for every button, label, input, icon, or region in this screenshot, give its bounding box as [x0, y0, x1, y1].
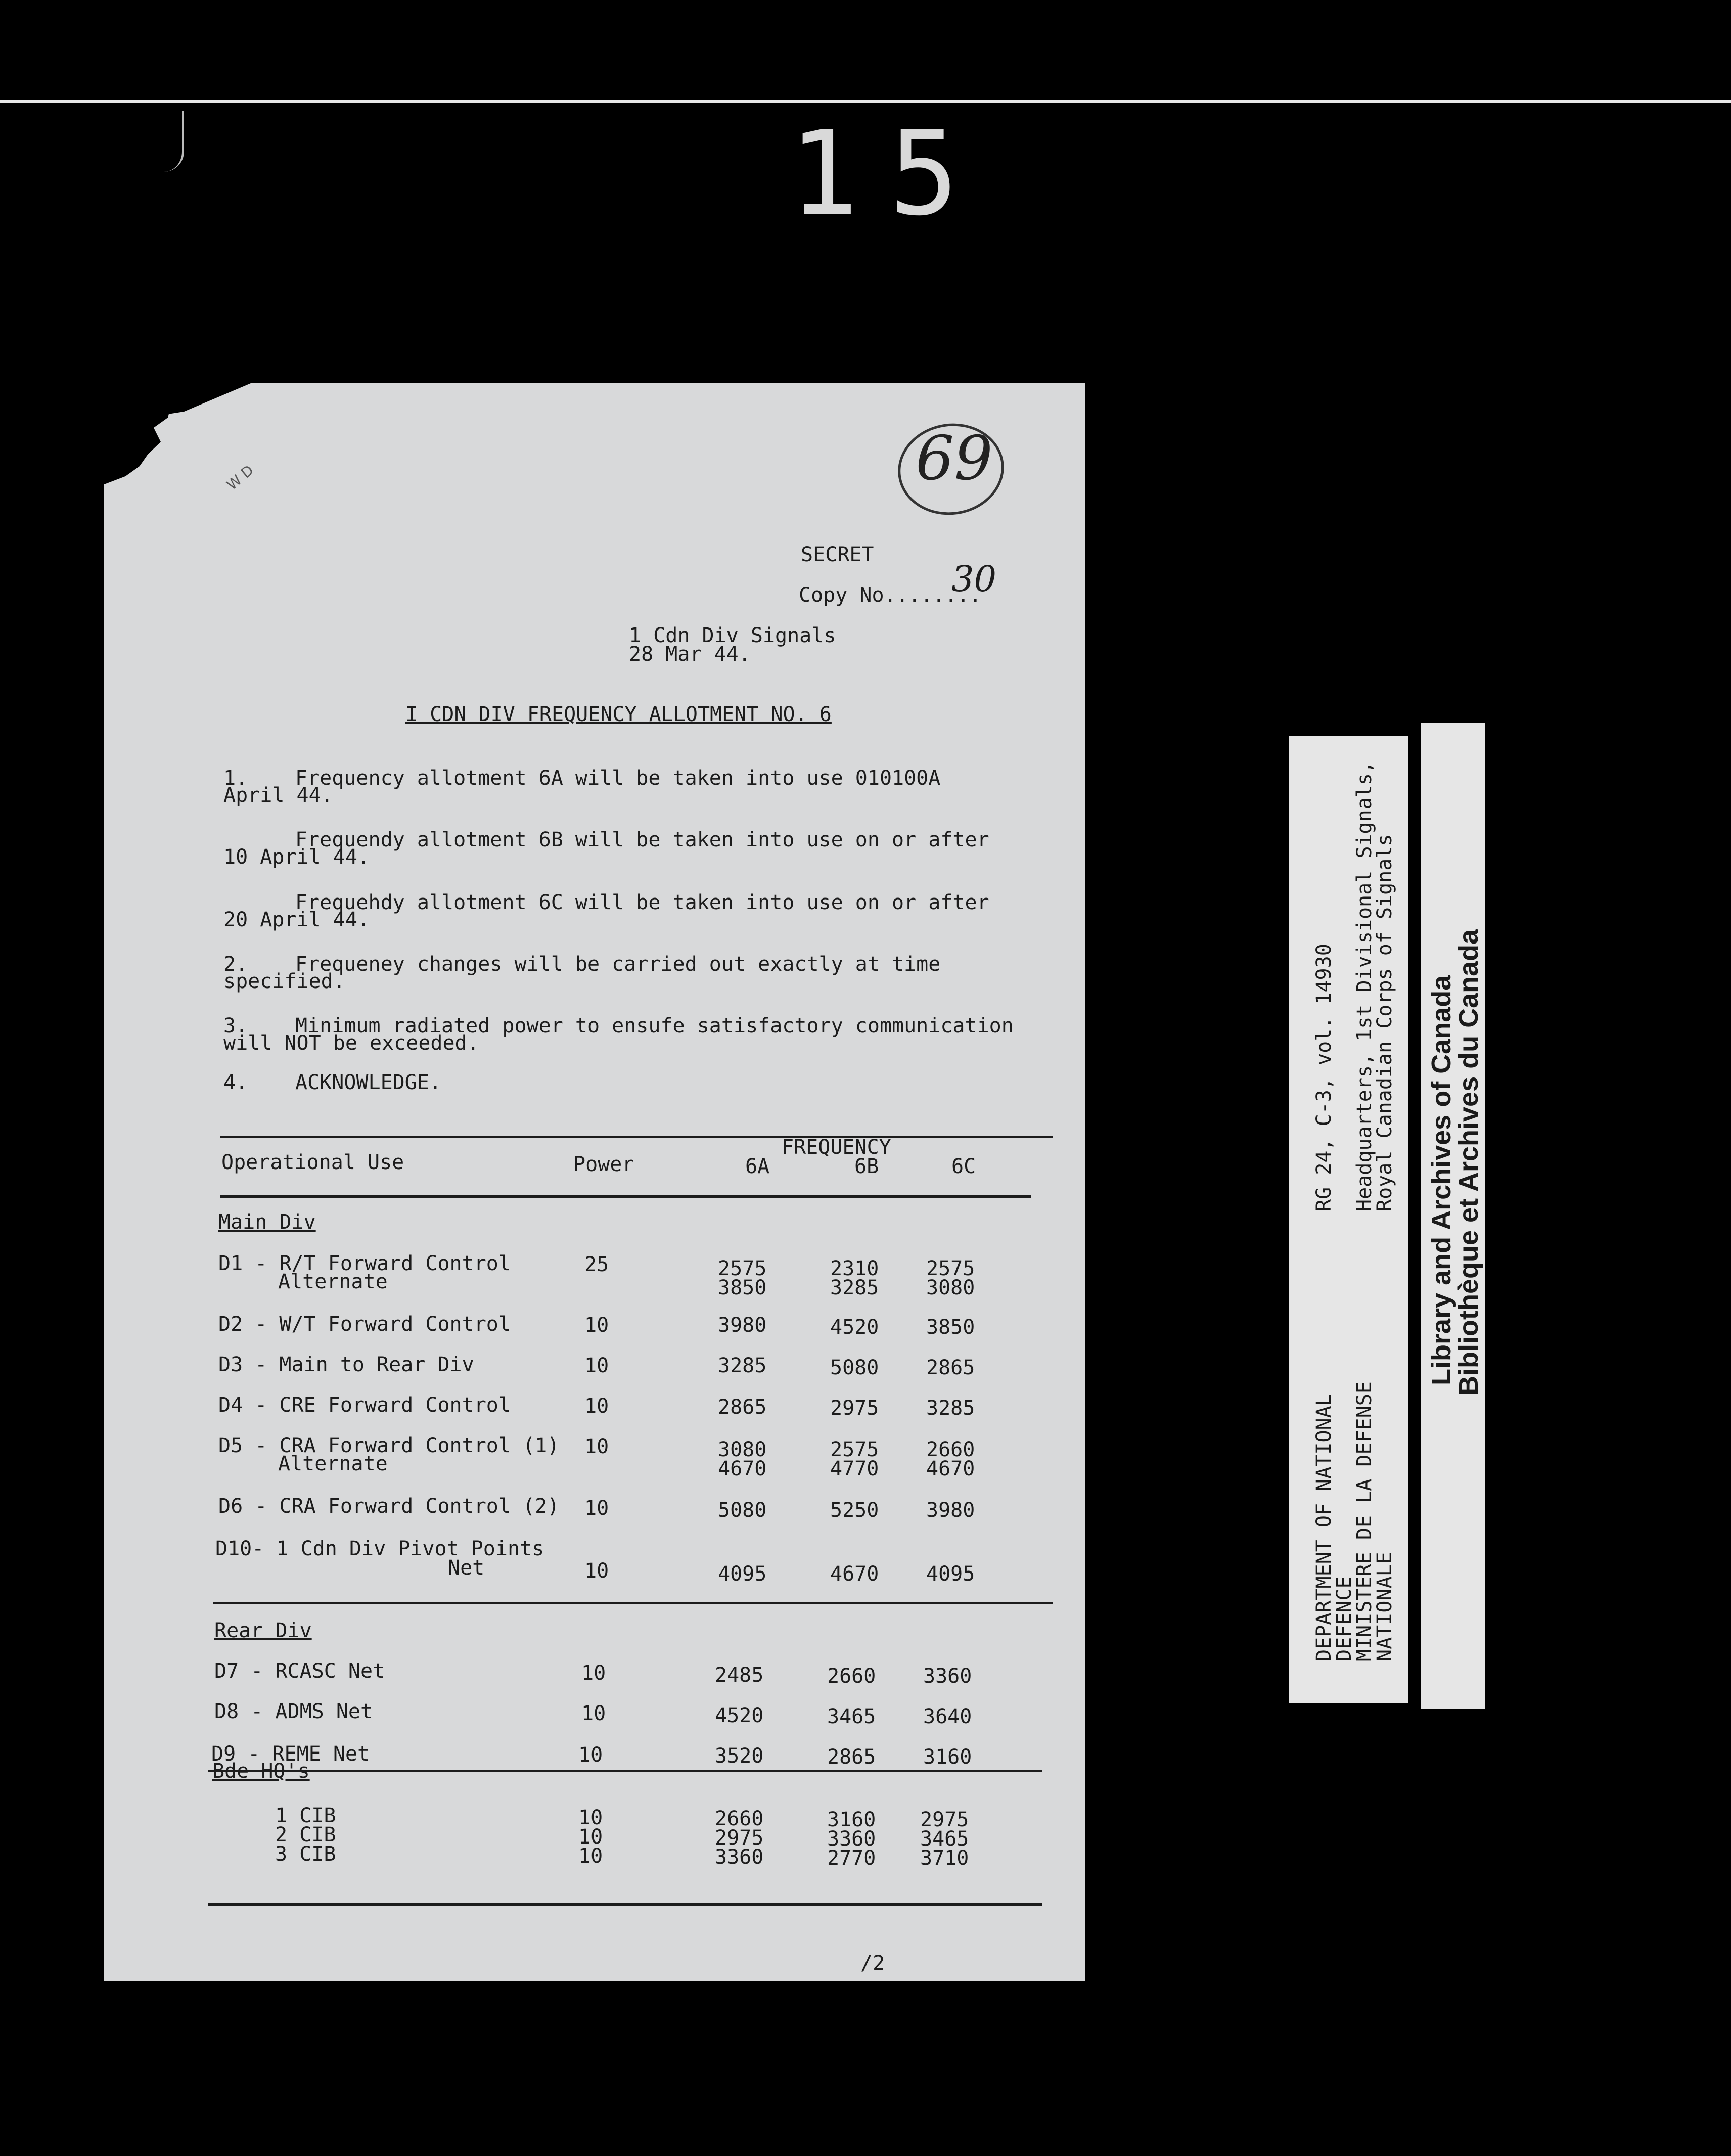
archive-label	[1289, 736, 1408, 1703]
row-d1-use2: Alternate	[278, 1270, 388, 1293]
row-d1-6a: 2575	[718, 1257, 767, 1280]
main-div-bottom-rule	[213, 1602, 1053, 1604]
row-d7-power: 10	[581, 1661, 606, 1685]
row-d2-use: D2 - W/T Forward Control	[218, 1313, 511, 1336]
row-d7-6b: 2660	[827, 1665, 876, 1688]
para-4-num: 4.	[223, 1071, 248, 1094]
col-header-use: Operational Use	[221, 1151, 404, 1174]
row-d6-power: 10	[584, 1497, 609, 1520]
row-d8-6a: 4520	[715, 1704, 764, 1727]
row-d9-power: 10	[578, 1743, 603, 1767]
row-d6-6a: 5080	[718, 1499, 767, 1522]
row-d1-6b-alt: 3285	[830, 1276, 879, 1299]
row-3cib-6c: 3710	[920, 1847, 969, 1870]
row-1cib-use: 1 CIB	[275, 1804, 336, 1827]
row-2cib-use: 2 CIB	[275, 1823, 336, 1847]
row-d4-6b: 2975	[830, 1397, 879, 1420]
lac-label-fr: Bibliothèque et Archives du Canada	[1453, 929, 1484, 1396]
row-d5-use2: Alternate	[278, 1452, 388, 1475]
para-1b-line1: Frequendy allotment 6B will be taken into use on or after	[295, 828, 989, 851]
row-d1-power: 25	[584, 1253, 609, 1276]
row-d1-6c: 2575	[926, 1257, 975, 1280]
row-d10-use2: Net	[448, 1556, 485, 1580]
row-d10-6a: 4095	[718, 1562, 767, 1586]
row-d1-use: D1 - R/T Forward Control	[218, 1252, 511, 1275]
table-bottom-rule	[208, 1903, 1042, 1906]
row-d10-6b: 4670	[830, 1562, 879, 1586]
para-4-line1: ACKNOWLEDGE.	[295, 1071, 441, 1094]
row-d9-6a: 3520	[715, 1744, 764, 1768]
row-d8-6b: 3465	[827, 1705, 876, 1728]
section-main-div: Main Div	[218, 1210, 316, 1234]
classification: SECRET	[801, 543, 874, 566]
para-1c-line2: 20 April 44.	[223, 908, 370, 931]
row-d2-power: 10	[584, 1314, 609, 1337]
row-d5-use: D5 - CRA Forward Control (1)	[218, 1434, 560, 1457]
from-unit: 1 Cdn Div Signals	[629, 624, 836, 647]
para-2-num: 2.	[223, 953, 248, 976]
para-3-num: 3.	[223, 1014, 248, 1038]
row-d5-power: 10	[584, 1435, 609, 1458]
row-2cib-6b: 3360	[827, 1827, 876, 1851]
row-d5-6b: 2575	[830, 1438, 879, 1461]
row-3cib-6b: 2770	[827, 1847, 876, 1870]
copy-number: 30	[951, 558, 997, 600]
row-d7-6c: 3360	[923, 1665, 972, 1688]
row-d9-6c: 3160	[923, 1745, 972, 1769]
row-d3-6c: 2865	[926, 1356, 975, 1379]
torn-corner-edge	[140, 383, 251, 419]
row-d1-6a-alt: 3850	[718, 1276, 767, 1299]
col-header-6b: 6B	[854, 1155, 879, 1178]
row-d3-6a: 3285	[718, 1354, 767, 1377]
section-bde-hqs: Bde HQ's	[212, 1760, 310, 1783]
row-d4-power: 10	[584, 1395, 609, 1418]
folio-number: 69	[916, 424, 993, 494]
row-d9-use: D9 - REME Net	[211, 1742, 370, 1766]
row-d3-6b: 5080	[830, 1356, 879, 1379]
document-page	[104, 383, 1085, 1981]
para-2-line2: specified.	[223, 970, 345, 993]
para-1b-line2: 10 April 44.	[223, 845, 370, 869]
archive-line-6: MINISTERE DE LA DEFENSE	[1353, 1381, 1376, 1661]
frame-number: 15	[789, 107, 989, 242]
header-bottom-rule	[220, 1195, 1031, 1198]
row-3cib-power: 10	[578, 1845, 603, 1868]
col-header-6a: 6A	[745, 1155, 770, 1178]
rear-div-bottom-rule	[208, 1770, 1042, 1772]
film-top-rule	[0, 100, 1731, 103]
col-header-power: Power	[573, 1153, 634, 1176]
table-top-rule	[220, 1136, 1053, 1138]
para-1c-line1: Frequehdy allotment 6C will be taken into use on or after	[295, 891, 989, 914]
row-d7-use: D7 - RCASC Net	[214, 1659, 385, 1683]
row-d4-6c: 3285	[926, 1397, 975, 1420]
frequency-header: FREQUENCY	[782, 1136, 891, 1159]
row-d4-6a: 2865	[718, 1396, 767, 1419]
page-continuation: /2	[860, 1952, 885, 1975]
archive-line-2: Headquarters, 1st Divisional Signals,	[1353, 760, 1376, 1211]
copy-label: Copy No........	[799, 583, 982, 607]
wd-mark: W D	[223, 462, 257, 493]
row-d3-use: D3 - Main to Rear Div	[218, 1353, 474, 1376]
row-d10-use: D10- 1 Cdn Div Pivot Points	[215, 1537, 544, 1560]
row-2cib-6c: 3465	[920, 1827, 969, 1851]
row-3cib-use: 3 CIB	[275, 1843, 336, 1866]
archive-line-5: DEFENCE	[1333, 1576, 1356, 1661]
row-d5-6b-alt: 4770	[830, 1457, 879, 1480]
row-1cib-power: 10	[578, 1806, 603, 1829]
film-edge-mark	[162, 111, 184, 172]
row-d9-6b: 2865	[827, 1745, 876, 1769]
archive-line-1: RG 24, C-3, vol. 14930	[1312, 944, 1336, 1211]
row-d8-6c: 3640	[923, 1705, 972, 1728]
para-1-line1: Frequency allotment 6A will be taken into use 010100A	[295, 767, 941, 790]
archive-line-3: Royal Canadian Corps of Signals	[1373, 834, 1396, 1211]
lac-label	[1421, 723, 1485, 1709]
row-2cib-6a: 2975	[715, 1826, 764, 1850]
row-d5-6c: 2660	[926, 1438, 975, 1461]
row-d4-use: D4 - CRE Forward Control	[218, 1394, 511, 1417]
para-1-line2: April 44.	[223, 784, 333, 807]
row-d10-6c: 4095	[926, 1562, 975, 1586]
section-rear-div: Rear Div	[214, 1619, 312, 1642]
row-d3-power: 10	[584, 1354, 609, 1377]
para-1-num: 1.	[223, 767, 248, 790]
row-1cib-6c: 2975	[920, 1808, 969, 1831]
row-d5-6a: 3080	[718, 1438, 767, 1461]
para-2-line1: Frequeney changes will be carried out exactly at time	[295, 953, 941, 976]
row-2cib-power: 10	[578, 1825, 603, 1849]
row-d1-6b: 2310	[830, 1257, 879, 1280]
row-d2-6b: 4520	[830, 1316, 879, 1339]
row-d5-6a-alt: 4670	[718, 1457, 767, 1480]
document-title: I CDN DIV FREQUENCY ALLOTMENT NO. 6	[405, 703, 832, 726]
col-header-6c: 6C	[951, 1155, 976, 1178]
row-d1-6c-alt: 3080	[926, 1276, 975, 1299]
lac-label-en: Library and Archives of Canada	[1426, 975, 1456, 1385]
archive-line-4: DEPARTMENT OF NATIONAL	[1312, 1394, 1336, 1661]
row-d6-6c: 3980	[926, 1499, 975, 1522]
row-d7-6a: 2485	[715, 1664, 764, 1687]
row-d10-power: 10	[584, 1559, 609, 1583]
row-1cib-6a: 2660	[715, 1807, 764, 1830]
row-d8-use: D8 - ADMS Net	[214, 1700, 373, 1723]
row-d2-6c: 3850	[926, 1316, 975, 1339]
row-d6-6b: 5250	[830, 1499, 879, 1522]
row-d2-6a: 3980	[718, 1314, 767, 1337]
row-d5-6c-alt: 4670	[926, 1457, 975, 1480]
row-3cib-6a: 3360	[715, 1846, 764, 1869]
archive-line-7: NATIONALE	[1373, 1552, 1396, 1661]
row-d8-power: 10	[581, 1702, 606, 1725]
date: 28 Mar 44.	[629, 643, 751, 666]
row-1cib-6b: 3160	[827, 1808, 876, 1831]
row-d6-use: D6 - CRA Forward Control (2)	[218, 1495, 560, 1518]
para-3-line1: Minimum radiated power to ensufe satisfactory communication	[295, 1014, 1014, 1038]
para-3-line2: will NOT be exceeded.	[223, 1031, 479, 1055]
